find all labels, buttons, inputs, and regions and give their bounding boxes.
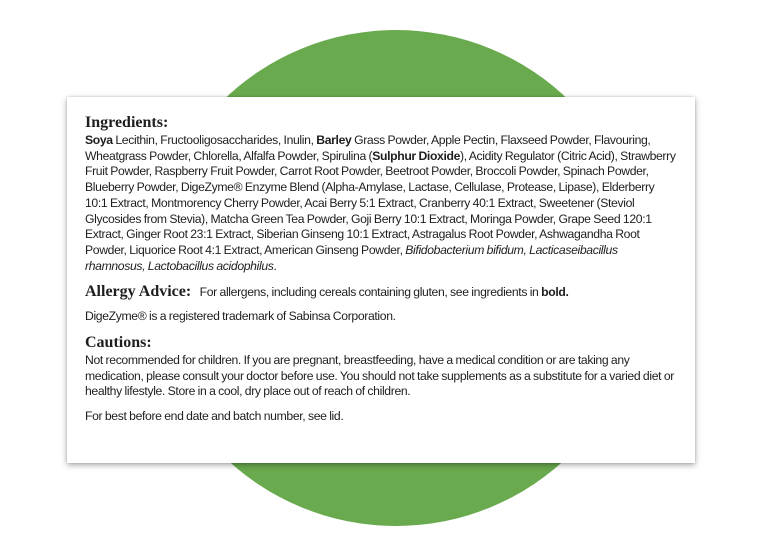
allergy-text	[200, 285, 569, 299]
ingredient-segment-bold: Barley	[316, 133, 352, 147]
trademark-note: DigeZyme® is a registered trademark of Sabinsa Corporation.	[85, 309, 396, 324]
ingredient-segment-bold: Sulphur Dioxide	[372, 148, 461, 163]
allergy-text-main: For allergens, including cereals containing gluten, see ingredients in	[199, 285, 542, 300]
ingredient-segment: Grass Powder, Apple Pectin, Flaxseed Powder, Flavouring, Wheatgrass Powder, Chlorella, Alfalfa Powder, Spirulina (	[85, 133, 651, 163]
ingredient-segment: ), Acidity Regulator (Citric Acid), Strawberry Fruit Powder, Raspberry Fruit Powder, Carrot Root Powder, Beetroot Powder, Broccoli Powder, Spinach Powder, Blueberry Powder, DigeZyme® Enzyme Blend (Alpha-Amylase, Lactase, Cellulase, Protease, Lipase), Elderberry 10:1 Extract, Montmorency Cherry Powder, Acai Berry 5:1 Extract, Cranberry 40:1 Extract, Sweetener (Steviol Glycosides from Stevia), Matcha Green Tea Powder, Goji Berry 10:1 Extract, Moringa Powder, Grape Seed 120:1 Extract, Ginger Root 23:1 Extract, Siberian Ginseng 10:1 Extract, Astragalus Root Powder, Ashwagandha Root Powder, Liquorice Root 4:1 Extract, American Ginseng Powder,	[85, 148, 676, 257]
cautions-heading: Cautions:	[85, 334, 152, 352]
ingredients-text	[85, 133, 677, 274]
ingredients-heading: Ingredients:	[85, 114, 169, 131]
ingredient-segment-italic: Bifidobacterium bifidum, Lacticaseibacillus rhamnosus, Lactobacillus acidophilus	[85, 242, 618, 273]
ingredient-segment-bold: Soya	[85, 133, 113, 147]
allergy-bold-word: bold.	[541, 285, 569, 300]
label-card	[67, 97, 695, 463]
cautions-text: Not recommended for children. If you are pregnant, breastfeeding, have a medical condition or are taking any medication, please consult your doctor before use. You should not take supplements as a substitute for a varied diet or healthy lifestyle. Store in a cool, dry place out of reach of children.	[85, 353, 674, 399]
ingredient-segment: .	[273, 258, 277, 273]
allergy-advice	[85, 283, 677, 301]
best-before-note: For best before end date and batch number, see lid.	[85, 409, 344, 424]
ingredient-segment: Lecithin, Fructooligosaccharides, Inulin,	[112, 133, 317, 147]
allergy-heading: Allergy Advice:	[85, 283, 192, 301]
